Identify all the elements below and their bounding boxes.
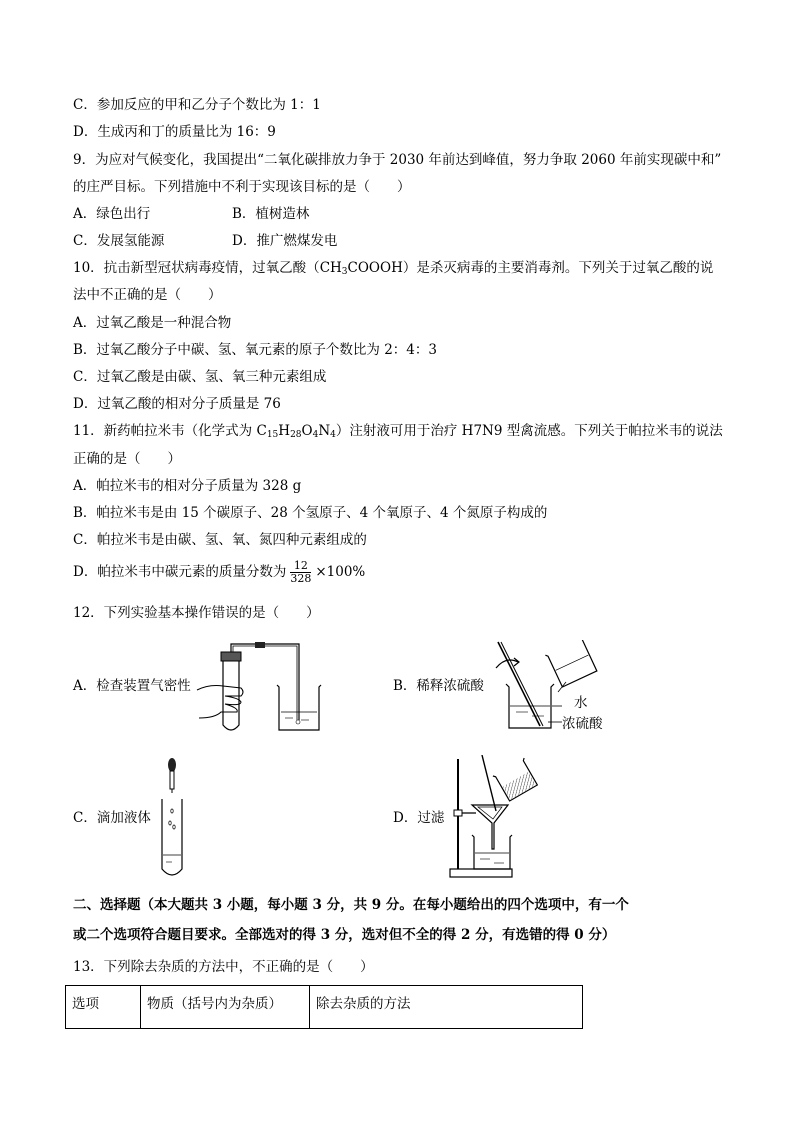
filtration-figure [446, 755, 538, 881]
q13-table [65, 985, 583, 1029]
q10-option-b: B．过氧乙酸分子中碳、氢、氧元素的原子个数比为 2：4：3 [73, 342, 437, 358]
q9-option-c: C．发展氢能源 [73, 233, 165, 249]
q12-option-c-label: C．滴加液体 [73, 810, 151, 826]
q10-option-d: D．过氧乙酸的相对分子质量是 76 [73, 396, 281, 412]
q9-option-b: B．植树造林 [232, 206, 310, 222]
q10-stem-line1: 10．抗击新型冠状病毒疫情，过氧乙酸$(CH_3COOOH)$是杀灭病毒的主要消毒剂。下列关于过氧乙酸的说 [73, 260, 714, 277]
q12-option-d-label: D．过滤 [393, 810, 445, 826]
q8-option-d: D．生成丙和丁的质量比为 16：9 [73, 124, 276, 140]
q11-stem-line1: 11．新药帕拉米韦（化学式为 $C_{15}H_{28}O_4N_4$）注射液可用于治疗 H7N9 型禽流感。下列关于帕拉米韦的说法 [73, 423, 723, 440]
airtightness-apparatus-figure [195, 640, 325, 735]
q11-option-a: A．帕拉米韦的相对分子质量为 328 g [73, 478, 302, 494]
q11-option-b: B．帕拉米韦是由 15 个碳原子、28 个氢原子、4 个氧原子、4 个氮原子构成的 [73, 505, 548, 521]
table-header-cell: 选项 [66, 986, 141, 1029]
q9-option-a: A．绿色出行 [73, 206, 151, 222]
q11-stem-line2: 正确的是（ ） [73, 451, 181, 467]
q12-option-a-label: A．检查装置气密性 [73, 678, 191, 694]
q12-stem: 12．下列实验基本操作错误的是（ ） [73, 605, 320, 621]
fraction: $\frac{12}{328}$ [290, 559, 312, 585]
q10-stem-line2: 法中不正确的是（ ） [73, 287, 222, 303]
dropper-figure [152, 757, 192, 879]
q8-option-c: C．参加反应的甲和乙分子个数比为 1：1 [73, 97, 321, 113]
q12-option-b-label: B．稀释浓硫酸 [393, 678, 484, 694]
section2-header-line1: 二、选择题（本大题共 3 小题，每小题 3 分，共 9 分。在每小题给出的四个选项中，有一个 [73, 897, 629, 913]
table-header-cell: 物质（括号内为杂质） [141, 986, 310, 1029]
section2-header-line2: 或二个选项符合题目要求。全部选对的得 3 分，选对但不全的得 2 分，有选错的得 0 分） [73, 927, 616, 943]
q9-stem-line1: 9．为应对气候变化，我国提出“二氧化碳排放力争于 2030 年前达到峰值，努力争取 2060 年前实现碳中和” [73, 152, 722, 168]
q13-stem: 13．下列除去杂质的方法中，不正确的是（ ） [73, 959, 374, 975]
q11-option-d: D．帕拉米韦中碳元素的质量分数为 $\frac{12}{328}$ ×100% [73, 559, 366, 585]
water-label: 水 [574, 695, 588, 711]
q10-option-a: A．过氧乙酸是一种混合物 [73, 315, 232, 331]
q11-option-c: C．帕拉米韦是由碳、氢、氧、氮四种元素组成的 [73, 532, 367, 548]
q9-option-d: D．推广燃煤发电 [232, 233, 338, 249]
table-header-row [66, 986, 583, 1029]
table-header-cell: 除去杂质的方法 [310, 986, 583, 1029]
q10-option-c: C．过氧乙酸是由碳、氢、氧三种元素组成 [73, 369, 327, 385]
concentrated-acid-label: 浓硫酸 [562, 716, 603, 732]
q9-stem-line2: 的庄严目标。下列措施中不利于实现该目标的是（ ） [73, 179, 411, 195]
